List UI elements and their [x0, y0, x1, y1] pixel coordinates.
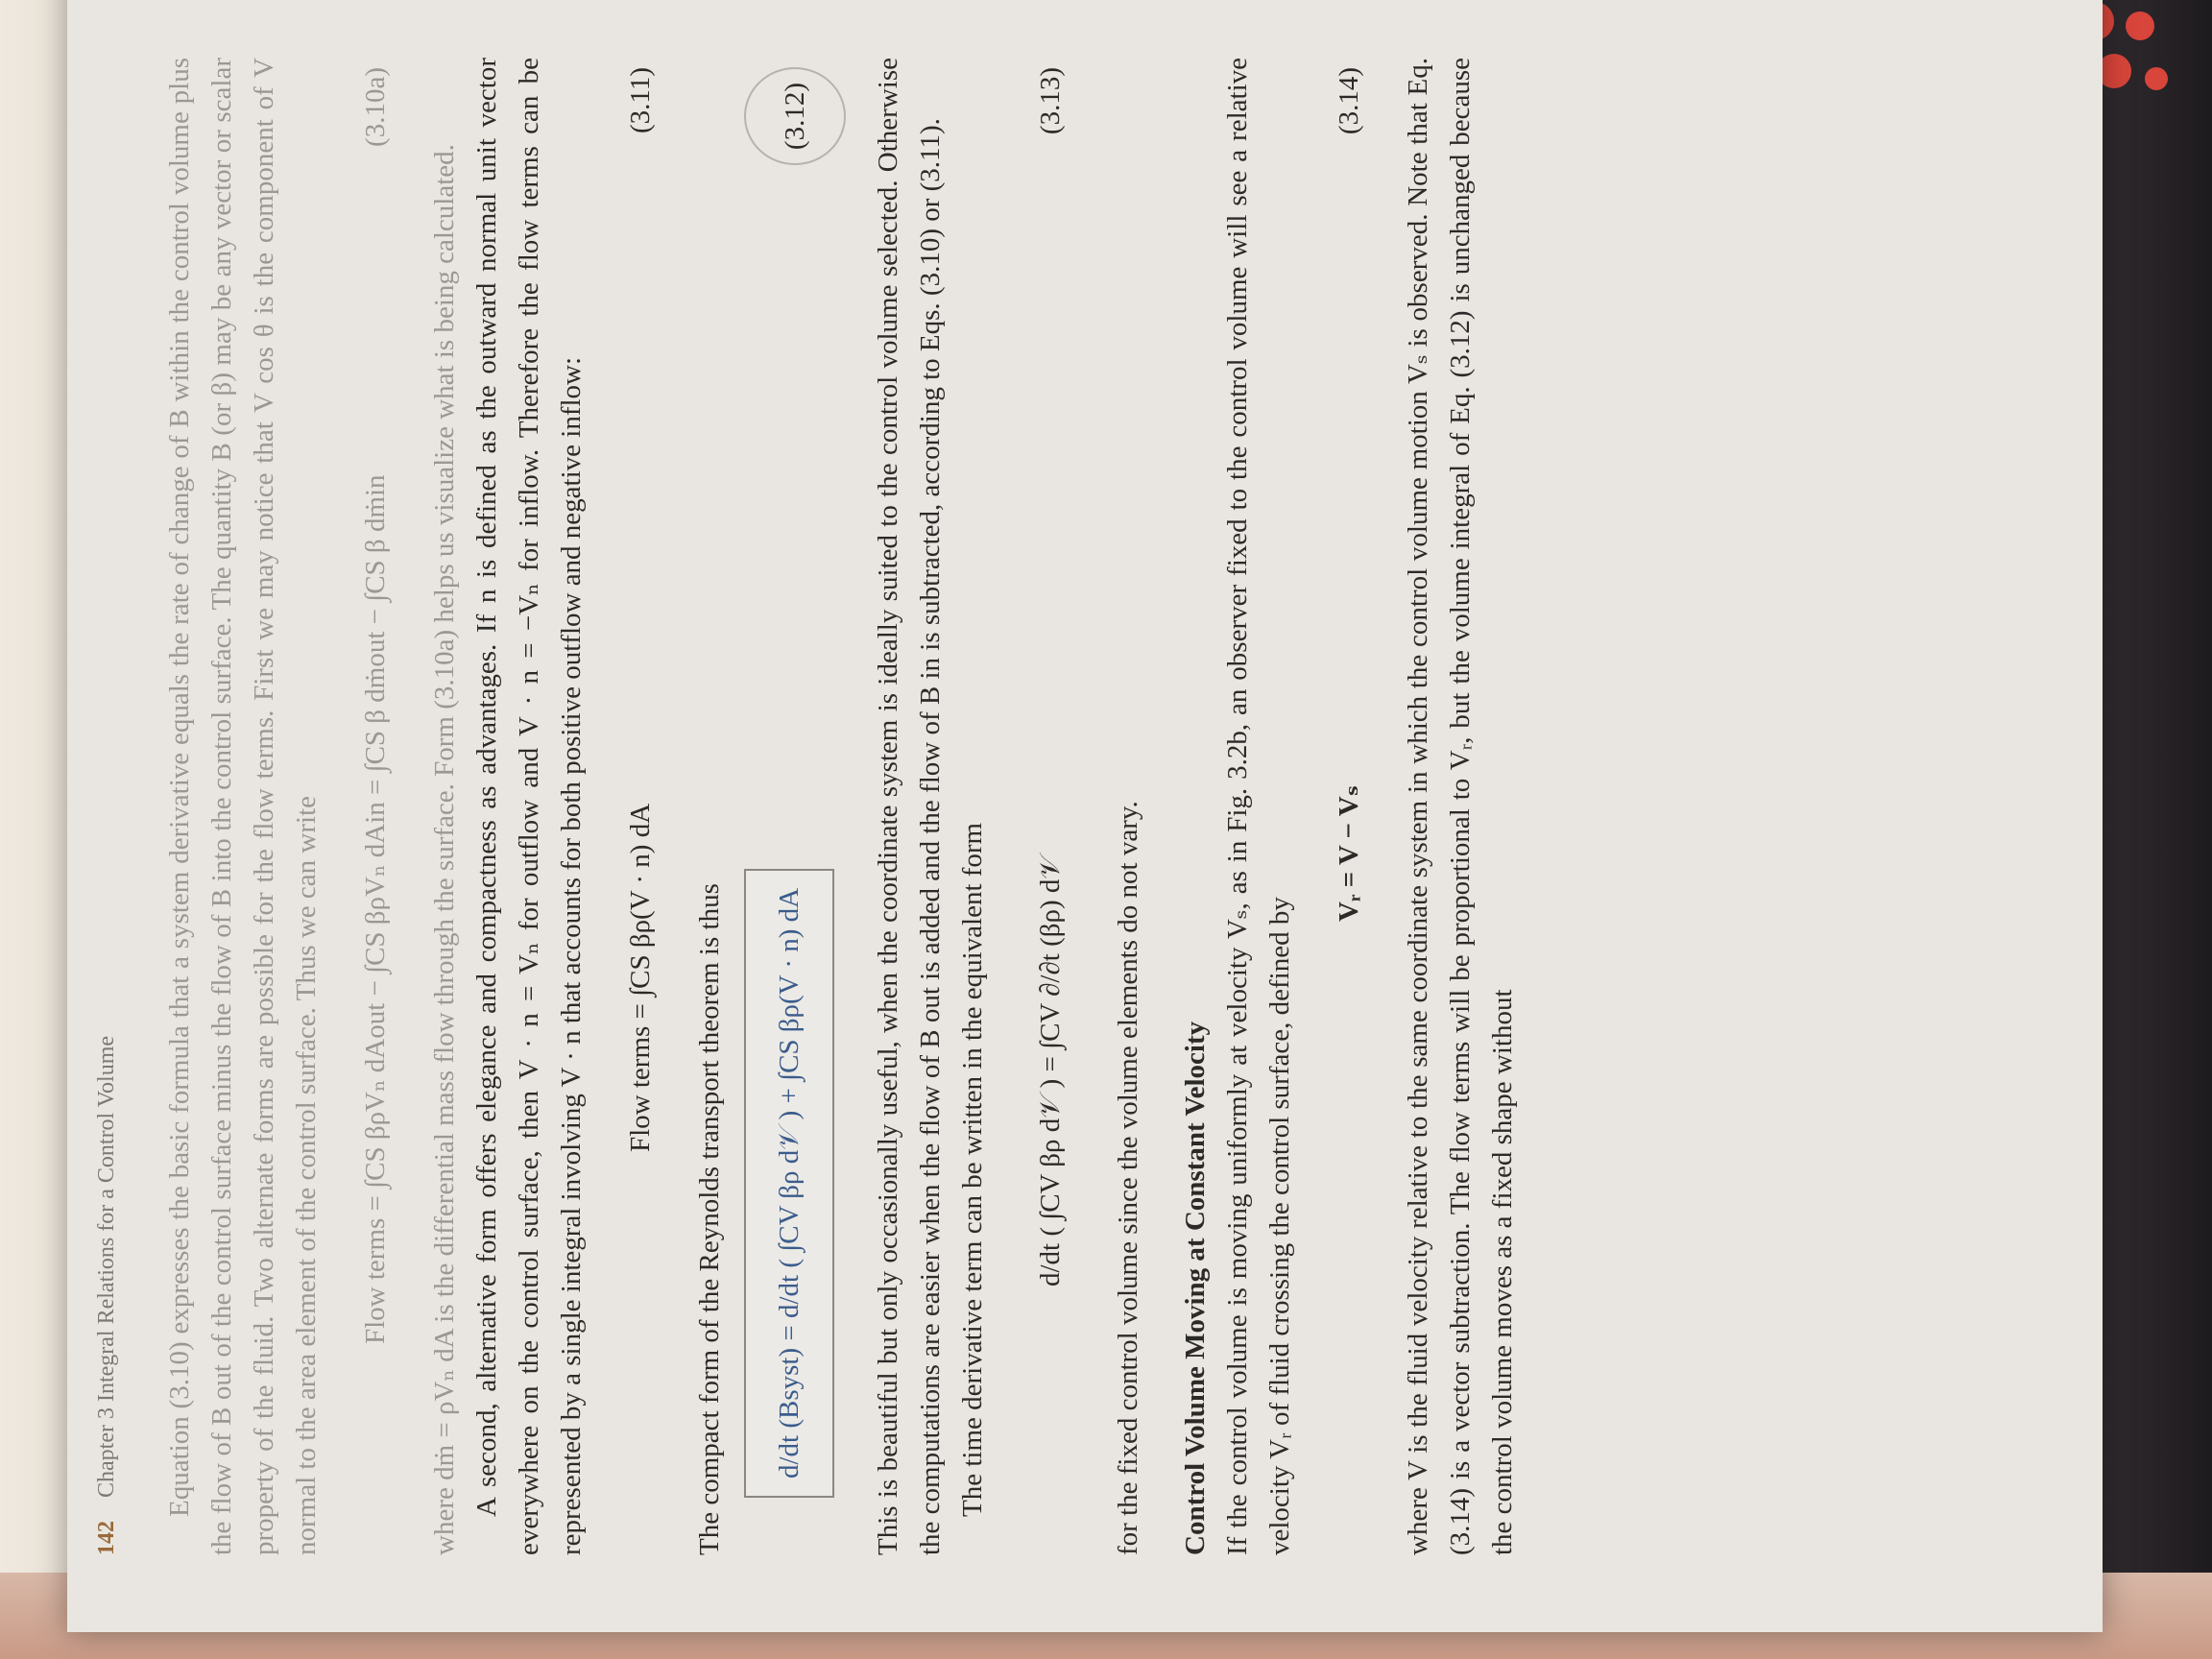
equation-3-12: [744, 58, 830, 1555]
paragraph-1: Equation (3.10) expresses the basic formula that a system derivative equals the rate of change of B within the control volume plus the flow of B out of the control surface minus the flow of B into the control surface. The quantity B (or β) may be any vector or scalar property of the fluid. Two alternate forms are possible for the flow terms. First we may notice that V cos θ is the component of V normal to the area element of the control surface. Thus we can write: [164, 58, 322, 1555]
paragraph-4: The compact form of the Reynolds transport theorem is thus: [694, 883, 725, 1555]
paragraph-2: where dṁ = ρVₙ dA is the differential mass flow through the surface. Form (3.10a) helps us visualize what is being calculated.: [429, 144, 460, 1555]
equation-3-11-number: (3.11): [625, 67, 656, 133]
section-heading: Control Volume Moving at Constant Velocity: [1180, 1021, 1211, 1555]
equation-3-13: [1007, 58, 1094, 1555]
equation-3-14: [1314, 58, 1383, 1555]
equation-3-10a: [341, 58, 410, 1555]
book-page: [67, 0, 2103, 1632]
equation-3-12-number: (3.12): [744, 67, 846, 165]
paragraph-3: A second, alternative form offers elegance and compactness as advantages. If n is defined as the outward normal unit vector everywhere on the control surface, then V · n = Vₙ for outflow and V · n = −Vₙ for inflow. Therefore the flow terms can be represented by a single integral involving V · n that accounts for both positive outflow and negative inflow:: [471, 58, 587, 1555]
paragraph-8: If the control volume is moving uniformly at velocity Vₛ, as in Fig. 3.2b, an observer fixed to the control volume will see a relative velocity Vᵣ of fluid crossing the control surface, defined by: [1222, 58, 1295, 1555]
paragraph-6: The time derivative term can be written in the equivalent form: [957, 822, 988, 1517]
equation-3-14-text: Vᵣ = V − Vₛ: [1334, 784, 1364, 922]
equation-3-10a-text: Flow terms = ∫CS βρVₙ dAout − ∫CS βρVₙ dAin = ∫CS β dṁout − ∫CS β dṁin: [360, 474, 391, 1344]
paragraph-7: for the fixed control volume since the volume elements do not vary.: [1113, 801, 1143, 1555]
chapter-title: Chapter 3 Integral Relations for a Control Volume: [94, 1035, 119, 1498]
equation-3-12-text: d/dt (Bsyst) = d/dt ( ∫CV βρ d𝒱 ) + ∫CS βρ(V · n) dA: [744, 869, 834, 1498]
equation-3-11-text: Flow terms = ∫CS βρ(V · n) dA: [625, 803, 656, 1152]
running-head: [94, 1036, 120, 1555]
faded-section: [158, 58, 466, 1555]
equation-3-13-number: (3.13): [1035, 67, 1066, 135]
equation-3-14-number: (3.14): [1334, 67, 1364, 135]
page-body: [158, 58, 1524, 1555]
page-number: 142: [94, 1521, 119, 1555]
equation-3-10a-number: (3.10a): [360, 67, 391, 147]
paragraph-9: where V is the fluid velocity relative to the same coordinate system in which the control volume motion Vₛ is observed. Note that Eq. (3.14) is a vector subtraction. The flow terms will be proportional to Vᵣ, but the volume integral of Eq. (3.12) is unchanged because the control volume moves as a fixed shape without: [1403, 58, 1518, 1555]
equation-3-13-text: d/dt ( ∫CV βρ d𝒱 ) = ∫CV ∂/∂t (βρ) d𝒱: [1035, 855, 1066, 1286]
equation-3-11: [606, 58, 675, 1555]
paragraph-5: This is beautiful but only occasionally useful, when the coordinate system is ideally suited to the control volume selected. Otherwise the computations are easier when the flow of B out is added and the flow of B in is subtracted, according to Eqs. (3.10) or (3.11).: [873, 58, 946, 1555]
